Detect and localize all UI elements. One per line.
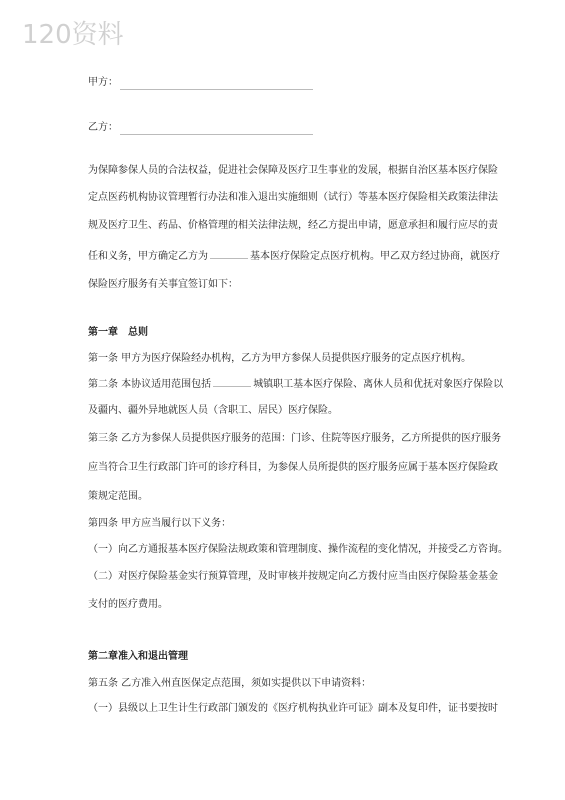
article-4-item-2-continued: 支付的医疗费用。 (88, 599, 168, 610)
fill-blank (210, 249, 248, 259)
article-3-line: 应当符合卫生行政部门许可的诊疗科目，为参保人员所提供的医疗服务应属于基本医疗保险政 (88, 462, 498, 473)
party-b-blank (120, 124, 313, 135)
intro-line: 为保障参保人员的合法权益，促进社会保障及医疗卫生事业的发展，根据自治区基本医疗保险 (88, 165, 498, 176)
intro-line: 定点医药机构协议管理暂行办法和准入退出实施细则（试行）等基本医疗保险相关政策法律法 (88, 192, 498, 203)
article-5: 第五条 乙方准入州直医保定点范围，须如实提供以下申请资料： (88, 678, 372, 689)
intro-line: 规及医疗卫生、药品、价格管理的相关法律法规，经乙方提出申请，愿意承担和履行应尽的责 (88, 220, 498, 231)
party-b-label: 乙方： (88, 122, 118, 133)
party-b-line (88, 121, 313, 135)
party-a-line (88, 76, 313, 90)
intro-line: 保险医疗服务有关事宜签订如下： (88, 279, 238, 290)
party-a-blank (120, 79, 313, 90)
article-3-line: 第三条 乙方为参保人员提供医疗服务的范围：门诊、住院等医疗服务，乙方所提供的医疗服务 (88, 433, 502, 444)
chapter-1-heading: 第一章 总则 (88, 327, 148, 338)
fill-blank (213, 377, 251, 387)
article-5-item-1: （一）县级以上卫生计生行政部门颁发的《医疗机构执业许可证》副本及复印件，证书要按时 (88, 703, 498, 714)
article-2-text-after-blank: 城镇职工基本医疗保险、离休人员和优抚对象医疗保险以 (253, 379, 504, 390)
article-4-item-1: （一）向乙方通报基本医疗保险法规政策和管理制度、操作流程的变化情况，并接受乙方咨询。 (88, 544, 508, 555)
party-a-label: 甲方： (88, 77, 118, 88)
intro-line-with-blank (88, 249, 500, 264)
article-4-item-2: （二）对医疗保险基金实行预算管理，及时审核并按规定向乙方拨付应当由医疗保险基金基金 (88, 571, 498, 582)
article-1: 第一条 甲方为医疗保险经办机构，乙方为甲方参保人员提供医疗服务的定点医疗机构。 (88, 353, 472, 364)
chapter-2-heading: 第二章准入和退出管理 (88, 651, 188, 662)
article-2-text-before-blank: 第二条 本协议适用范围包括 (88, 379, 212, 390)
article-4: 第四条 甲方应当履行以下义务： (88, 518, 232, 529)
article-2 (88, 377, 503, 392)
article-3-line: 策规定范围。 (88, 491, 148, 502)
intro-text-before-blank: 任和义务，甲方确定乙方为 (88, 251, 208, 262)
watermark: 120资料 (22, 20, 124, 50)
article-2-continued: 及疆内、疆外异地就医人员（含职工、居民）医疗保险。 (88, 405, 338, 416)
intro-text-after-blank: 基本医疗保险定点医疗机构。甲乙双方经过协商，就医疗 (250, 251, 500, 262)
